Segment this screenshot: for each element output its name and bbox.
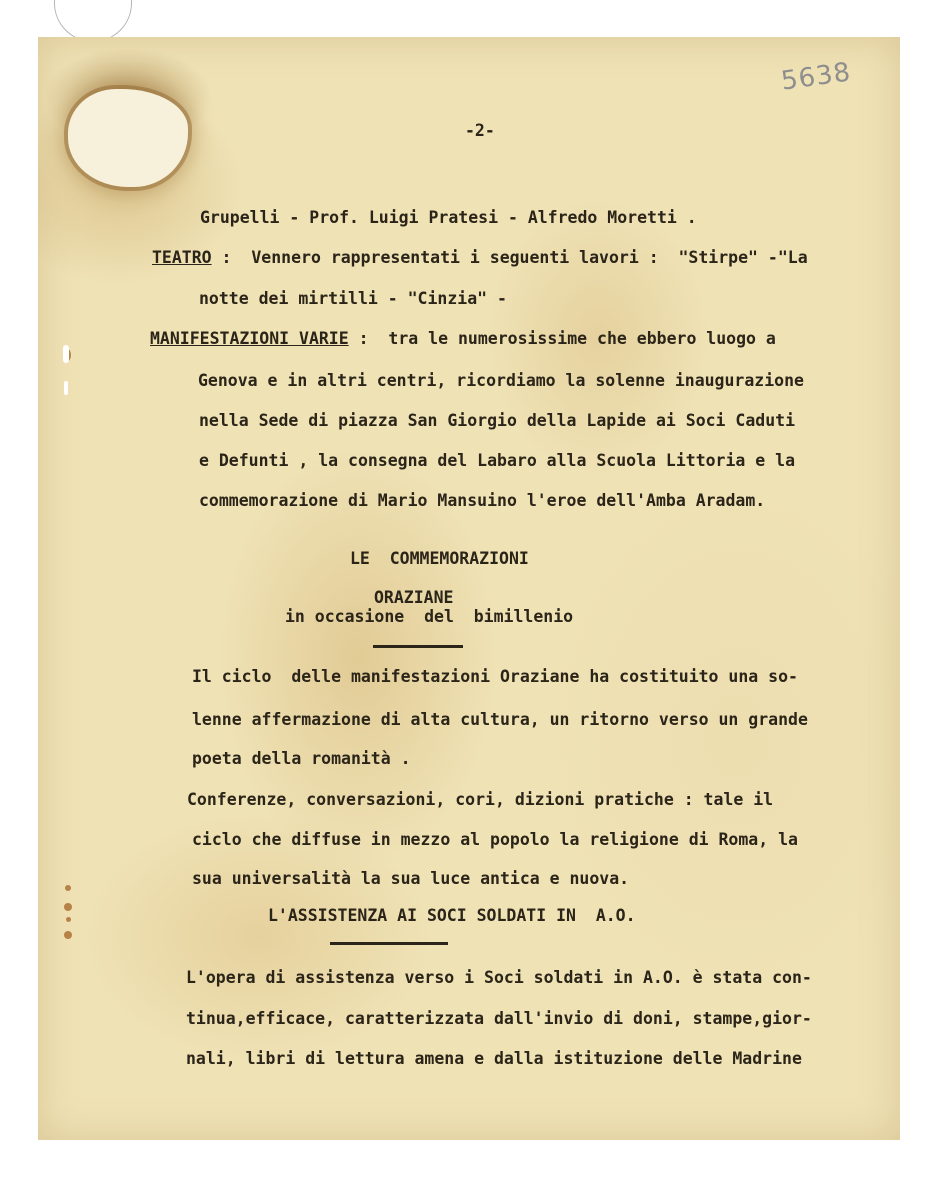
margin-tear	[64, 381, 68, 395]
text-line: nella Sede di piazza San Giorgio della Lapide ai Soci Caduti	[199, 411, 796, 430]
scan-corner-mark	[54, 0, 132, 42]
text-line	[152, 250, 808, 267]
text-line: ciclo che diffuse in mezzo al popolo la religione di Roma, la	[192, 830, 798, 849]
water-stain	[68, 89, 188, 187]
section-label-teatro: TEATRO	[152, 248, 212, 267]
text-line: Conferenze, conversazioni, cori, dizioni pratiche : tale il	[187, 790, 774, 809]
archive-number: 5638	[779, 57, 853, 97]
text-line: Grupelli - Prof. Luigi Pratesi - Alfredo Moretti .	[200, 208, 697, 227]
text-line: commemorazione di Mario Mansuino l'eroe dell'Amba Aradam.	[199, 491, 766, 510]
rust-spot	[64, 931, 72, 939]
text-line-rest: : tra le numerosissime che ebbero luogo a	[348, 329, 776, 348]
text-line: e Defunti , la consegna del Labaro alla Scuola Littoria e la	[199, 451, 796, 470]
text-line: Genova e in altri centri, ricordiamo la solenne inaugurazione	[198, 371, 804, 390]
section-subheading: in occasione del bimillenio	[285, 607, 574, 626]
rust-spot	[66, 917, 71, 922]
text-line: sua universalità la sua luce antica e nuova.	[192, 869, 630, 888]
text-line-rest: : Vennero rappresentati i seguenti lavori : "Stirpe" -"La	[211, 248, 808, 267]
rust-spot	[65, 885, 71, 891]
margin-tear	[63, 345, 69, 363]
heading-rule	[373, 645, 463, 648]
text-line: poeta della romanità .	[192, 749, 411, 768]
text-line: lenne affermazione di alta cultura, un ritorno verso un grande	[192, 710, 808, 729]
section-heading: L'ASSISTENZA AI SOCI SOLDATI IN A.O.	[268, 906, 636, 925]
text-line: L'opera di assistenza verso i Soci soldati in A.O. è stata con-	[186, 968, 812, 987]
rust-spot	[64, 903, 72, 911]
page-number: -2-	[465, 121, 495, 140]
text-line: nali, libri di lettura amena e dalla istituzione delle Madrine	[186, 1049, 802, 1068]
section-heading: LE COMMEMORAZIONI	[350, 549, 529, 568]
text-line: Il ciclo delle manifestazioni Oraziane ha costituito una so-	[192, 667, 798, 686]
heading-rule	[330, 942, 448, 945]
section-label-manifestazioni: MANIFESTAZIONI VARIE	[150, 329, 349, 348]
text-line: tinua,efficace, caratterizzata dall'invio di doni, stampe,gior-	[186, 1009, 812, 1028]
text-line: notte dei mirtilli - "Cinzia" -	[199, 289, 507, 308]
section-heading: ORAZIANE	[374, 588, 454, 607]
text-line	[150, 331, 776, 348]
